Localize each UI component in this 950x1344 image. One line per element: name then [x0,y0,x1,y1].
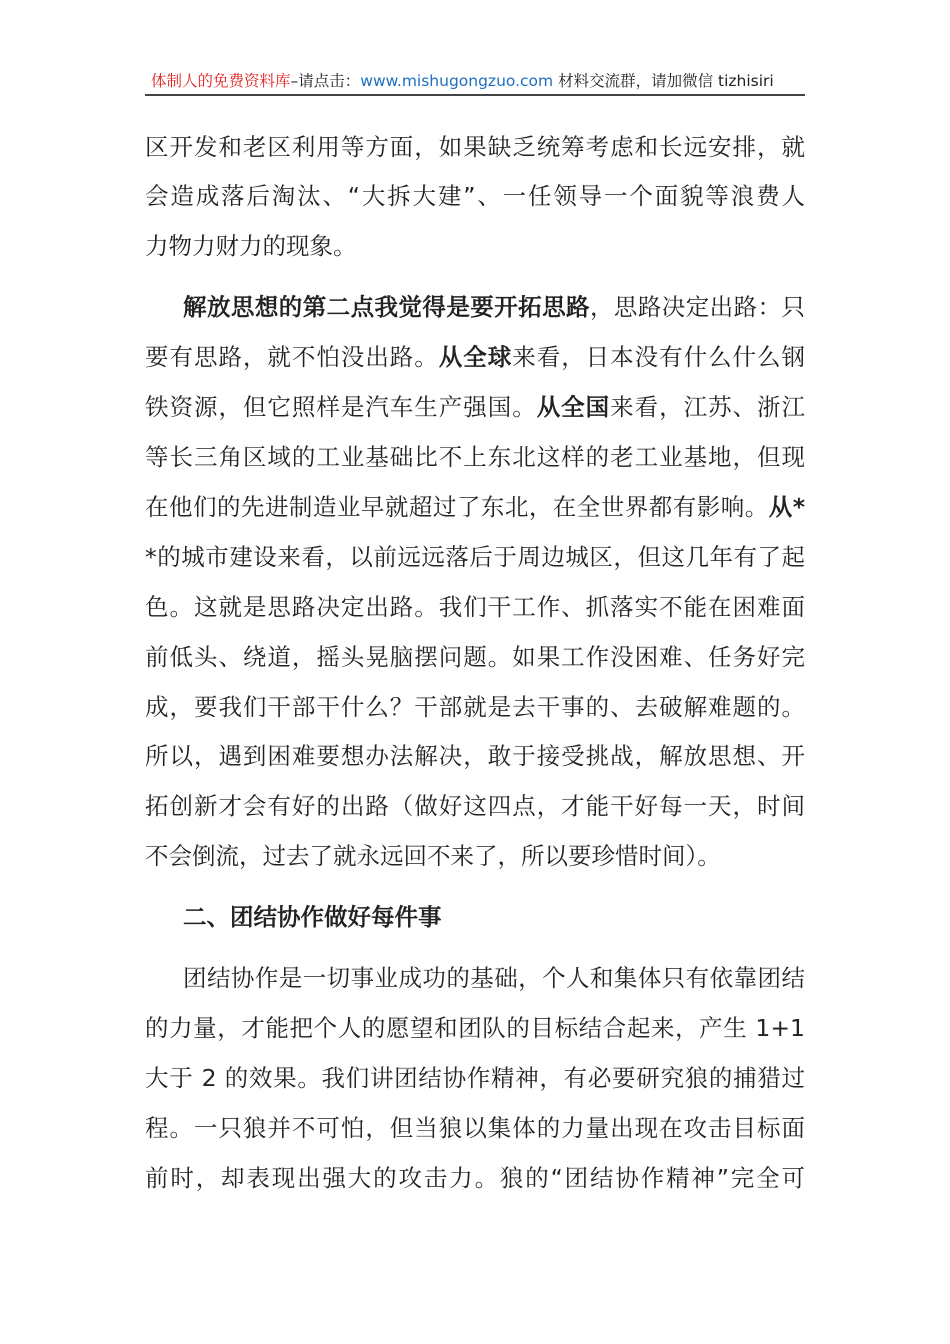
site-link[interactable]: www.mishugongzuo.com [360,72,554,90]
text-segment: ，思路决定出路：只 [589,293,806,321]
text-line [145,1013,805,1043]
text-segment: 力物力财力的现象。 [145,232,357,260]
header-note: 材料交流群，请加微信 tizhisiri [558,72,774,90]
text-segment: 大于 2 的效果。我们讲团结协作精神，有必要研究狼的捕猎过 [145,1064,805,1092]
bold-text: 从全国 [536,393,611,421]
bold-text: 从全球 [438,343,513,371]
text-line [145,542,805,572]
header-prompt: –请点击： [290,72,361,90]
text-line [145,392,805,422]
text-segment: 会造成落后淘汰、“大拆大建”、一任领导一个面貌等浪费人 [145,182,805,210]
text-line [145,181,805,211]
bold-text: 解放思想的第二点我觉得是要开拓思路 [183,293,590,321]
text-line [145,692,805,722]
text-line [145,1163,805,1193]
text-line [145,492,805,522]
text-segment: 要有思路，就不怕没出路。 [145,343,439,371]
bold-text: 从* [768,493,805,521]
section-heading [183,902,805,932]
text-segment: 团结协作是一切事业成功的基础，个人和集体只有依靠团结 [183,964,805,992]
text-segment: 所以，遇到困难要想办法解决，敢于接受挑战，解放思想、开 [145,742,805,770]
text-segment: 前低头、绕道，摇头晃脑摆问题。如果工作没困难、任务好完 [145,643,805,671]
text-line [145,841,805,871]
text-segment: 成，要我们干部干什么？干部就是去干事的、去破解难题的。 [145,693,805,721]
text-line [145,1063,805,1093]
text-line [145,741,805,771]
text-segment: 在他们的先进制造业早就超过了东北，在全世界都有影响。 [145,493,769,521]
text-segment: 来看，日本没有什么什么钢 [512,343,806,371]
text-segment: 的力量，才能把个人的愿望和团队的目标结合起来，产生 1+1 [145,1014,805,1042]
text-segment: 色。这就是思路决定出路。我们干工作、抓落实不能在困难面 [145,593,805,621]
text-line [145,592,805,622]
text-segment: 前时，却表现出强大的攻击力。狼的“团结协作精神”完全可 [145,1164,805,1192]
text-line [145,1113,805,1143]
bold-text: 二、团结协作做好每件事 [183,903,442,931]
text-segment: 区开发和老区利用等方面，如果缺乏统筹考虑和长远安排，就 [145,133,805,161]
text-line [145,642,805,672]
text-line [145,132,805,162]
text-segment: 来看，江苏、浙江 [610,393,806,421]
text-segment: 不会倒流，过去了就永远回不来了，所以要珍惜时间）。 [145,842,721,870]
text-line [145,442,805,472]
text-line [145,231,805,261]
text-segment: *的城市建设来看，以前远远落后于周边城区，但这几年有了起 [145,543,805,571]
site-name: 体制人的免费资料库 [151,72,291,90]
text-segment: 程。一只狼并不可怕，但当狼以集体的力量出现在攻击目标面 [145,1114,805,1142]
text-segment: 铁资源，但它照样是汽车生产强国。 [145,393,537,421]
text-segment: 等长三角区域的工业基础比不上东北这样的老工业基地，但现 [145,443,805,471]
page-header [145,70,805,96]
text-line [183,292,805,322]
text-line [145,342,805,372]
text-segment: 拓创新才会有好的出路（做好这四点，才能干好每一天，时间 [145,792,805,820]
text-line [183,963,805,993]
text-line [145,791,805,821]
